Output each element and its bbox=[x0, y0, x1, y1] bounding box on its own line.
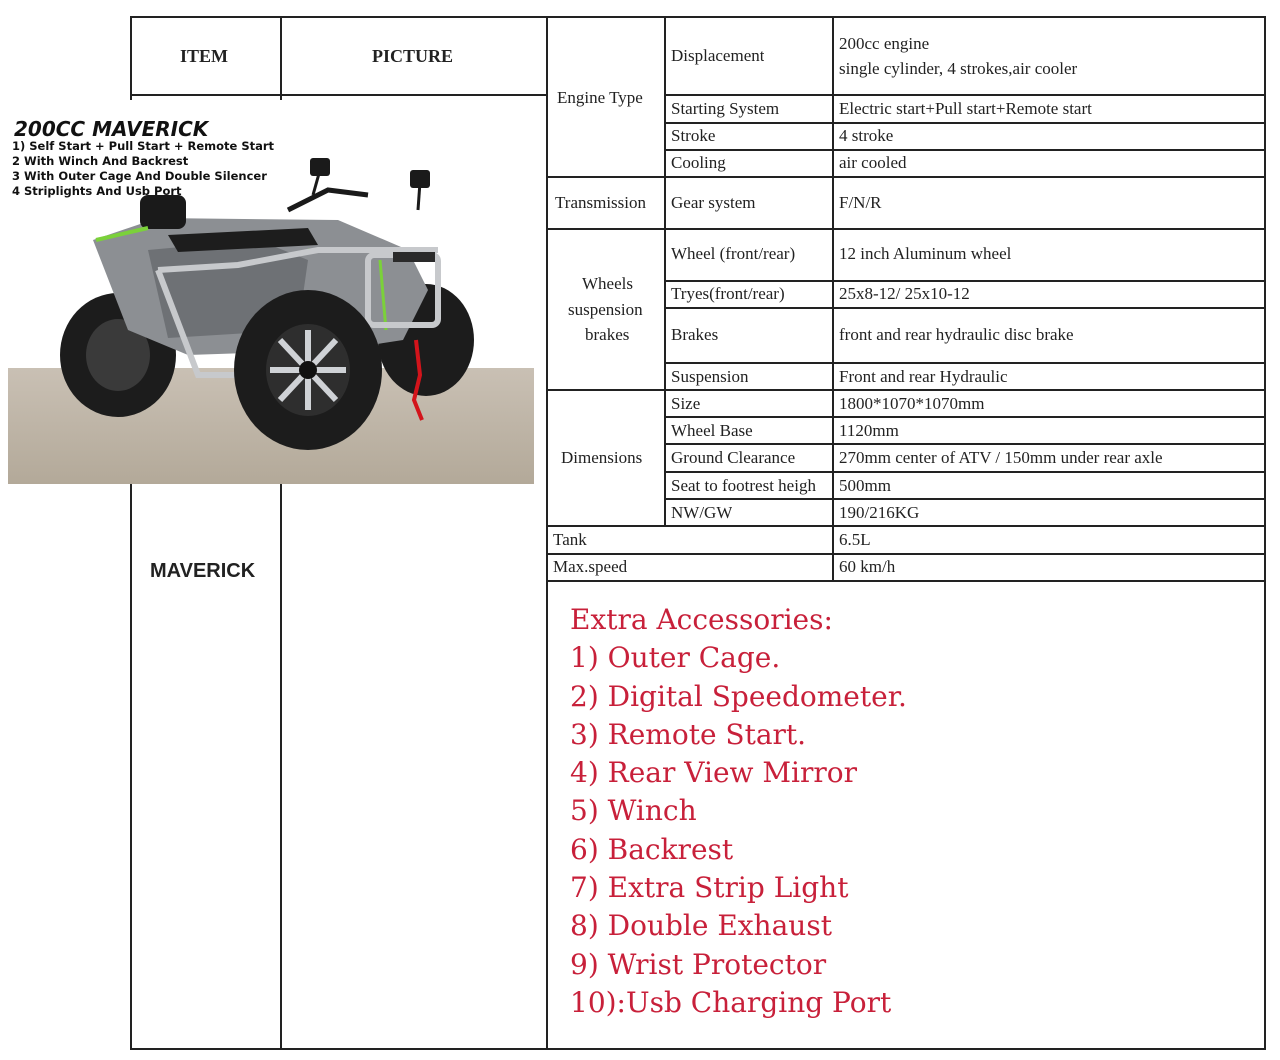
label-wheel-base: Wheel Base bbox=[671, 421, 753, 440]
value-brakes: front and rear hydraulic disc brake bbox=[839, 325, 1074, 344]
label-tyres: Tryes(front/rear) bbox=[671, 284, 785, 303]
label-cooling: Cooling bbox=[671, 153, 726, 172]
accessory-item: 9) Wrist Protector bbox=[570, 947, 827, 981]
label-gear-system: Gear system bbox=[671, 193, 756, 212]
value-tyres: 25x8-12/ 25x10-12 bbox=[839, 284, 970, 303]
value-seat-height: 500mm bbox=[839, 476, 891, 495]
promo-line: 2 With Winch And Backrest bbox=[12, 154, 189, 168]
group-suspension: suspension bbox=[568, 300, 643, 319]
label-brakes: Brakes bbox=[671, 325, 719, 344]
value-cooling: air cooled bbox=[839, 153, 907, 172]
accessory-item: 10):Usb Charging Port bbox=[570, 985, 892, 1019]
promo-line: 4 Striplights And Usb Port bbox=[12, 184, 182, 198]
item-header: ITEM bbox=[180, 46, 229, 66]
label-max-speed: Max.speed bbox=[553, 557, 628, 576]
accessory-item: 7) Extra Strip Light bbox=[570, 871, 849, 905]
value-max-speed: 60 km/h bbox=[839, 557, 896, 576]
accessory-item: 3) Remote Start. bbox=[570, 717, 807, 751]
label-starting-system: Starting System bbox=[671, 99, 780, 118]
value-nw-gw: 190/216KG bbox=[839, 503, 920, 522]
label-tank: Tank bbox=[553, 530, 587, 549]
label-ground-clearance: Ground Clearance bbox=[671, 448, 796, 467]
promo-title: 200CC MAVERICK bbox=[14, 117, 209, 141]
value-stroke: 4 stroke bbox=[839, 126, 894, 145]
accessory-item: 8) Double Exhaust bbox=[570, 909, 832, 943]
value-wheel-base: 1120mm bbox=[839, 421, 899, 440]
value-displacement-2: single cylinder, 4 strokes,air cooler bbox=[839, 59, 1078, 78]
accessory-item: 5) Winch bbox=[570, 794, 697, 828]
picture-header: PICTURE bbox=[372, 46, 454, 66]
promo-line: 1) Self Start + Pull Start + Remote Start bbox=[12, 139, 275, 153]
value-wheel: 12 inch Aluminum wheel bbox=[839, 244, 1012, 263]
label-wheel: Wheel (front/rear) bbox=[671, 244, 796, 263]
accessories-title: Extra Accessories: bbox=[570, 603, 833, 636]
group-dimensions: Dimensions bbox=[561, 448, 643, 467]
group-brakes: brakes bbox=[585, 325, 630, 344]
group-transmission: Transmission bbox=[555, 193, 647, 212]
label-stroke: Stroke bbox=[671, 126, 716, 145]
group-wheels: Wheels bbox=[582, 274, 633, 293]
model-label: MAVERICK bbox=[150, 560, 256, 582]
promo-line: 3 With Outer Cage And Double Silencer bbox=[12, 169, 267, 183]
label-suspension: Suspension bbox=[671, 367, 749, 386]
label-size: Size bbox=[671, 394, 701, 413]
value-tank: 6.5L bbox=[839, 530, 871, 549]
label-nw-gw: NW/GW bbox=[671, 503, 733, 522]
value-displacement-1: 200cc engine bbox=[839, 34, 930, 53]
accessory-item: 1) Outer Cage. bbox=[570, 641, 781, 675]
value-suspension: Front and rear Hydraulic bbox=[839, 367, 1008, 386]
group-engine-type: Engine Type bbox=[557, 88, 643, 107]
value-starting-system: Electric start+Pull start+Remote start bbox=[839, 99, 1092, 118]
value-size: 1800*1070*1070mm bbox=[839, 394, 985, 413]
value-gear-system: F/N/R bbox=[839, 193, 882, 212]
label-seat-height: Seat to footrest heigh bbox=[671, 476, 816, 495]
accessory-item: 6) Backrest bbox=[570, 832, 734, 866]
value-ground-clearance: 270mm center of ATV / 150mm under rear axle bbox=[839, 448, 1163, 467]
label-displacement: Displacement bbox=[671, 46, 765, 65]
accessory-item: 4) Rear View Mirror bbox=[570, 756, 858, 790]
accessories-list bbox=[570, 601, 1250, 1022]
accessory-item: 2) Digital Speedometer. bbox=[570, 679, 907, 713]
